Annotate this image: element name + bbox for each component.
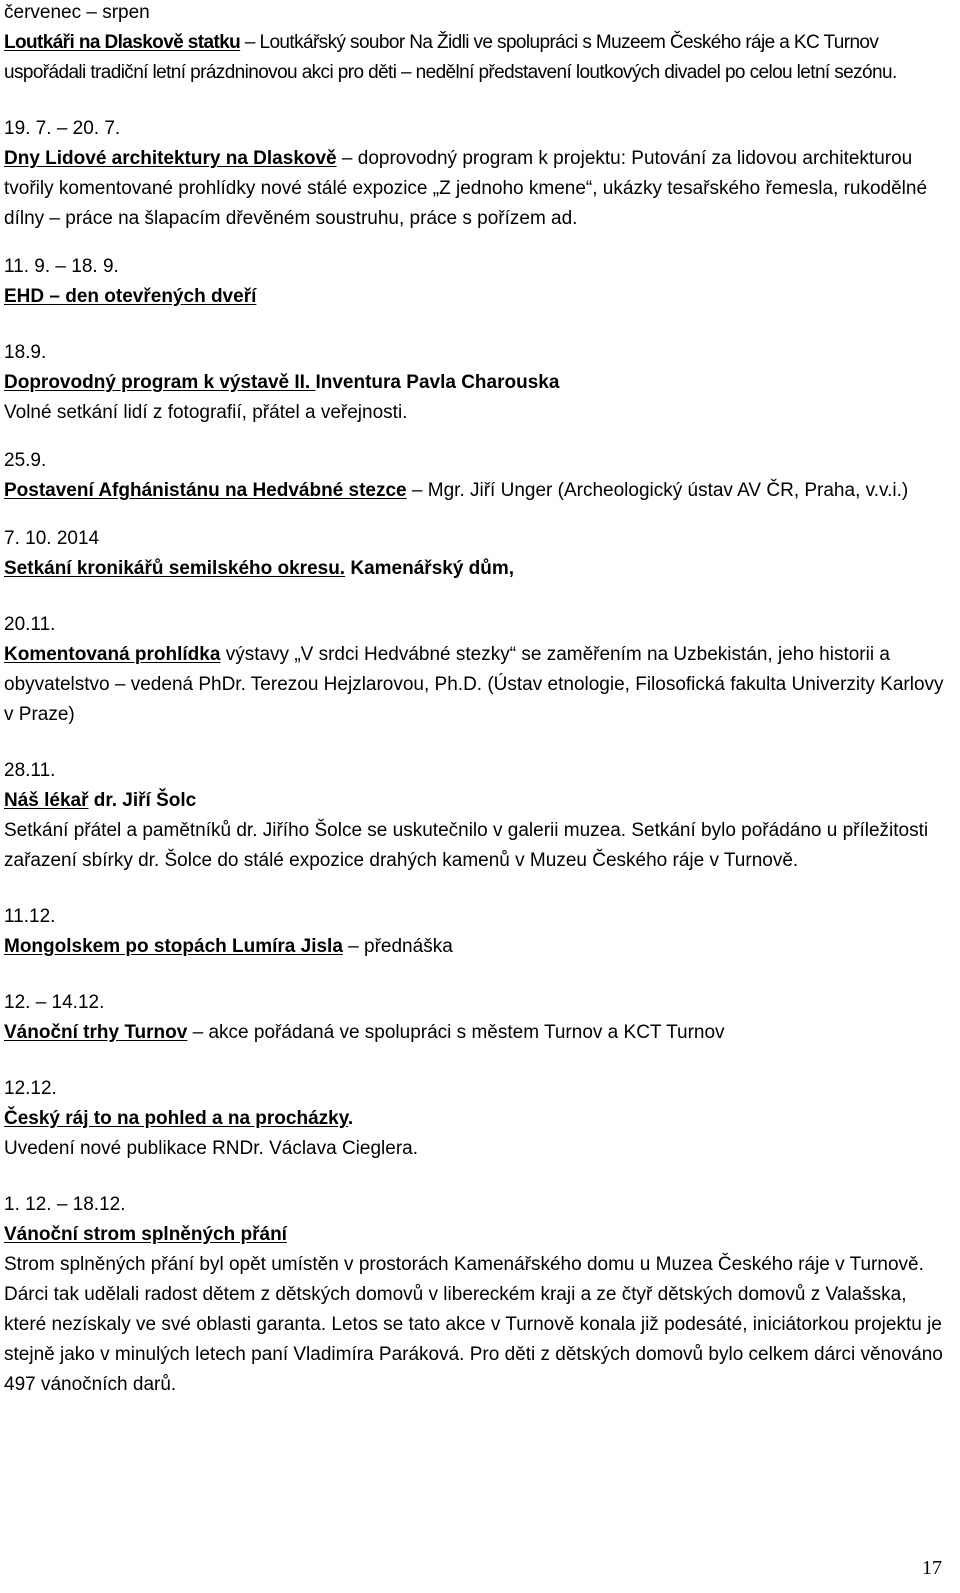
entry-paragraph — [4, 476, 946, 506]
entry-text: Uvedení nové publikace RNDr. Václava Cieglera. — [4, 1138, 418, 1159]
entry-title: Doprovodný program k výstavě II. — [4, 372, 316, 393]
entry-ehd — [4, 252, 946, 312]
entry-dash: – — [406, 480, 428, 501]
entry-nas-lekar — [4, 756, 946, 876]
entry-text: Loutkářský soubor Na Židli ve spolupráci s Muzeem Českého ráje a KC Turnov — [259, 32, 879, 53]
entry-date: 12. – 14.12. — [4, 992, 105, 1013]
entry-dny-lidove-architektury — [4, 114, 946, 234]
entry-mongolsko — [4, 902, 946, 962]
entry-location: Kamenářský dům, — [345, 558, 515, 579]
entry-title: Dny Lidové architektury na Dlaskově — [4, 148, 337, 169]
entry-title: Český ráj to na pohled a na procházky — [4, 1108, 348, 1129]
entry-inventura-charouska — [4, 338, 946, 428]
entry-title: Vánoční trhy Turnov — [4, 1022, 188, 1043]
entry-kronikari — [4, 524, 946, 584]
entry-text-continued: uspořádali tradiční letní prázdninovou akci pro děti – nedělní představení loutkových divadel po celou letní sezónu. — [4, 62, 897, 83]
entry-cesky-raj — [4, 1074, 946, 1164]
entry-date: 20.11. — [4, 614, 56, 635]
entry-loutkari — [4, 0, 946, 88]
page-number: 17 — [922, 1557, 942, 1579]
entry-date: 28.11. — [4, 760, 56, 781]
document-content — [4, 0, 946, 1400]
entry-paragraph — [4, 144, 946, 234]
entry-date: 19. 7. – 20. 7. — [4, 118, 121, 139]
entry-dash: – — [336, 148, 358, 169]
entry-title-name: dr. Jiří Šolc — [88, 790, 197, 811]
entry-date: 18.9. — [4, 342, 47, 363]
entry-date: 25.9. — [4, 450, 47, 471]
entry-paragraph — [4, 932, 946, 962]
entry-title: EHD – den otevřených dveří — [4, 286, 257, 307]
entry-text: výstavy „V srdci Hedvábné stezky“ se zaměřením na Uzbekistán, jeho historii a obyvatelstvo – vedená PhDr. Terezou Hejzlarovou, Ph.D. (Ústav etnologie, Filosofická fakulta Univerzity Karlovy v Praze) — [4, 644, 944, 725]
entry-dash: – — [240, 32, 260, 53]
entry-date: 1. 12. – 18.12. — [4, 1194, 126, 1215]
entry-text: Strom splněných přání byl opět umístěn v prostorách Kamenářského domu u Muzea Českého ráje v Turnově. Dárci tak udělali radost dětem z dětských domovů v libereckém kraji a ze čtyř dětských domovů z Valašska, které nezískaly ve své oblasti garanta. Letos se tato akce v Turnově konala již podesáté, iniciátorkou projektu je stejně jako v minulých letech paní Vladimíra Paráková. Pro děti z dětských domovů bylo celkem dárci věnováno 497 vánočních darů. — [4, 1254, 943, 1395]
entry-text: Mgr. Jiří Unger (Archeologický ústav AV ČR, Praha, v.v.i.) — [427, 480, 909, 501]
entry-title-line — [4, 554, 946, 584]
entry-title-line — [4, 1104, 946, 1134]
entry-paragraph — [4, 28, 946, 58]
entry-komentovana-prohlidka — [4, 610, 946, 730]
entry-title: Loutkáři na Dlaskově statku — [4, 32, 241, 53]
entry-title: Postavení Afghánistánu na Hedvábné stezce — [4, 480, 407, 501]
entry-date: červenec – srpen — [4, 2, 150, 23]
entry-title: Setkání kronikářů semilského okresu. — [4, 558, 346, 579]
entry-title-line — [4, 786, 946, 816]
entry-vanocni-trhy — [4, 988, 946, 1048]
entry-title: Náš lékař — [4, 790, 89, 811]
entry-title: Vánoční strom splněných přání — [4, 1224, 287, 1245]
entry-title-end: . — [347, 1108, 354, 1129]
entry-title: Mongolskem po stopách Lumíra Jisla — [4, 936, 343, 957]
entry-date: 11.12. — [4, 906, 56, 927]
entry-date: 7. 10. 2014 — [4, 528, 100, 549]
entry-text: Volné setkání lidí z fotografií, přátel a veřejnosti. — [4, 402, 408, 423]
entry-text: – akce pořádaná ve spolupráci s městem Turnov a KCT Turnov — [187, 1022, 725, 1043]
entry-text: doprovodný program k projektu: Putování za lidovou architekturou tvořily komentované prohlídky nové stálé expozice „Z jednoho kmene“, ukázky tesařského řemesla, rukodělné dílny – práce na šlapacím dřevěném soustruhu, práce s pořízem ad. — [4, 148, 928, 229]
entry-paragraph — [4, 1018, 946, 1048]
entry-vanocni-strom — [4, 1190, 946, 1400]
entry-afghanistan — [4, 446, 946, 506]
entry-text: – přednáška — [342, 936, 453, 957]
entry-title-line — [4, 368, 946, 398]
entry-date: 12.12. — [4, 1078, 57, 1099]
entry-paragraph — [4, 640, 946, 730]
entry-title: Komentovaná prohlídka — [4, 644, 221, 665]
entry-date: 11. 9. – 18. 9. — [4, 256, 119, 277]
entry-text: Setkání přátel a pamětníků dr. Jiřího Šolce se uskutečnilo v galerii muzea. Setkání bylo pořádáno u příležitosti zařazení sbírky dr. Šolce do stálé expozice drahých kamenů v Muzeu Českého ráje v Turnově. — [4, 820, 929, 871]
entry-title-subject: Inventura Pavla Charouska — [315, 372, 560, 393]
